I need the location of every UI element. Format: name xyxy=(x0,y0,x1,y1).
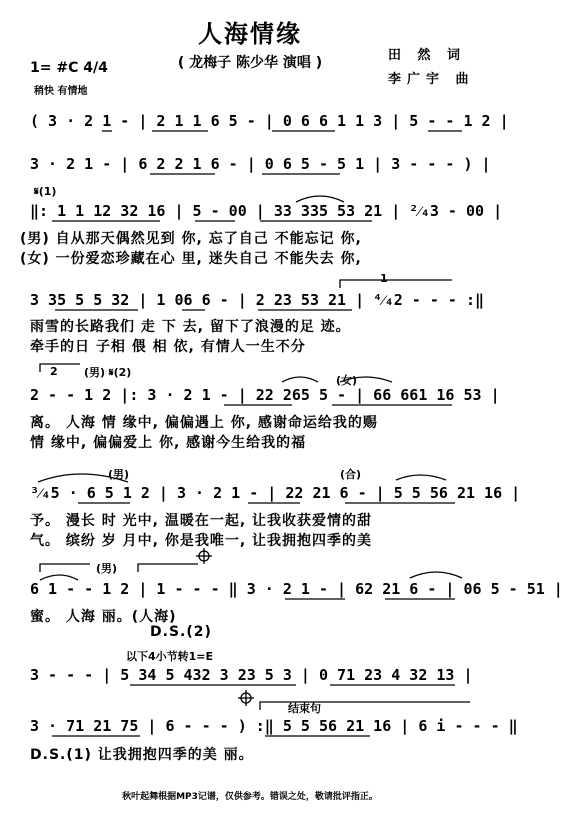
lyric-row-6a: 予。 漫长 时 光中, 温暖在一起, 让我收获爱情的甜 xyxy=(30,513,373,529)
footer-note: 秋叶起舞根据MP3记谱，仅供参考。错误之处，敬请批评指正。 xyxy=(122,792,378,802)
lyric-row-7: 蜜。 人海 丽。(人海) xyxy=(30,609,177,625)
volta-1-mark: 1 xyxy=(380,272,388,285)
female-part-mark: (女) xyxy=(336,374,358,387)
notation-row-1: ( 3 · 2 1 - | 2 1 1 6 5 - | 0 6 6 1 1 3 | 5 - - 1 2 | xyxy=(30,112,509,130)
lyric-row-5a: 离。 人海 情 缘中, 偏偏遇上 你, 感谢命运给我的赐 xyxy=(30,415,378,431)
notation-row-4: 3 35 5 5 32 | 1 06 6 - | 2 23 53 21 | ⁴⁄₄2 - - - :‖ xyxy=(30,291,485,309)
lyric-row-6b: 气。 缤纷 岁 月中, 你是我唯一, 让我拥抱四季的美 xyxy=(30,533,373,549)
notation-row-9: 3 · 71 21 75 | 6 - - - ) :‖ 5 5 56 21 16 | 6 i - - - ‖ xyxy=(30,717,518,735)
notation-row-7: 6 1 - - 1 2 | 1 - - - ‖ 3 · 2 1 - | 62 21 6 - | 06 5 - 51 | xyxy=(30,580,563,598)
segno-1-mark: 𝄋(1) xyxy=(34,185,57,198)
lyricist-credit: 田 然 词 xyxy=(388,48,467,63)
notation-row-2: 3 · 2 1 - | 6 2 2 1 6 - | 0 6 5 - 5 1 | 3 - - - ) | xyxy=(30,155,491,173)
composer-credit: 李广宇 曲 xyxy=(388,72,475,87)
lyric-row-3a: (男) 自从那天偶然见到 你, 忘了自己 不能忘记 你, xyxy=(20,231,362,247)
song-title: 人海情缘 xyxy=(198,20,302,48)
segno-2-mark: (男) 𝄋(2) xyxy=(84,366,132,379)
tempo-marking: 稍快 有情地 xyxy=(34,86,88,97)
lyric-row-5b: 情 缘中, 偏偏爱上 你, 感谢今生给我的福 xyxy=(30,435,307,451)
male-part-mark-a: (男) xyxy=(108,468,130,481)
lyric-row-9: D.S.(1) 让我拥抱四季的美 丽。 xyxy=(30,747,254,763)
lyric-row-4a: 雨雪的长路我们 走 下 去, 留下了浪漫的足 迹。 xyxy=(30,319,351,335)
song-subtitle: ( 龙梅子 陈少华 演唱 ) xyxy=(177,55,323,71)
notation-row-5: 2 - - 1 2 |: 3 · 2 1 - | 22 265 5 - | 66 661 16 53 | xyxy=(30,386,500,404)
lyric-row-4b: 牵手的日 子相 偎 相 依, 有情人一生不分 xyxy=(30,339,306,355)
notation-row-6: ³⁄₄5 · 6 5 1 2 | 3 · 2 1 - | 22 21 6 - | 5 5 56 21 16 | xyxy=(30,484,521,502)
chorus-mark: (合) xyxy=(340,468,362,481)
notation-row-3: ‖: 1 1 12 32 16 | 5 - 00 | 33 335 53 21 | ²⁄₄3 - 00 | xyxy=(30,202,503,220)
key-signature: 1= #C 4/4 xyxy=(30,60,108,76)
modulation-note: 以下4小节转1=E xyxy=(126,650,214,663)
male-part-mark-b: (男) xyxy=(96,562,118,575)
lyric-row-3b: (女) 一份爱恋珍藏在心 里, 迷失自己 不能失去 你, xyxy=(20,251,362,267)
volta-2-mark: 2 xyxy=(50,365,58,378)
ending-phrase-mark: 结束句 xyxy=(288,702,321,715)
notation-row-8: 3 - - - | 5 34 5 432 3 23 5 3 | 0 71 23 4 32 13 | xyxy=(30,666,473,684)
ds-2-mark: D.S.(2) xyxy=(150,624,212,640)
